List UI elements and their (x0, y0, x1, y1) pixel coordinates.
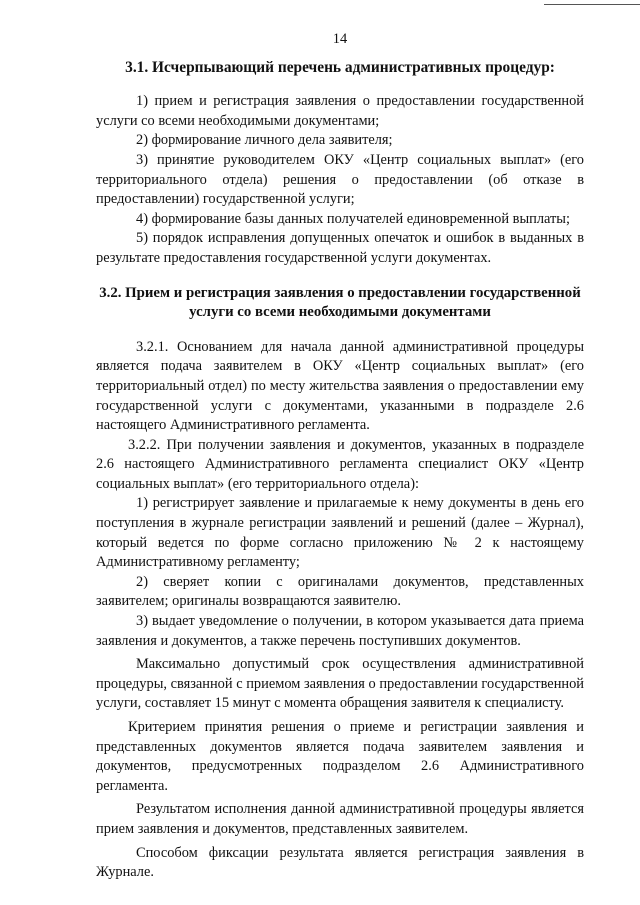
list-item: 2) сверяет копии с оригиналами документов, представленных заявителем; оригиналы возвращаются заявителю. (96, 573, 584, 610)
paragraph: Способом фиксации результата является регистрация заявления в Журнале. (96, 844, 584, 881)
section-heading-3-2: 3.2. Прием и регистрация заявления о предоставлении государственной услуги со всеми необходимыми документами (99, 284, 581, 321)
page-number: 14 (332, 31, 348, 47)
corner-line (544, 4, 640, 5)
list-item: 5) порядок исправления допущенных опечаток и ошибок в выданных в результате предоставления государственной услуги документах. (96, 230, 584, 266)
list-item: 4) формирование базы данных получателей единовременной выплаты; (136, 210, 570, 227)
paragraph: Критерием принятия решения о приеме и регистрации заявления и представленных документов является подача заявителем заявления и документов, предусмотренных подразделом 2.6 Административного регламента. (96, 719, 584, 794)
list-item: 1) регистрирует заявление и прилагаемые к нему документы в день его поступления в журнале регистрации заявлений и решений (далее – Журнал), который ведется по форме согласно приложению № 2 к настоящему Административному регламенту; (96, 495, 584, 571)
section-heading-3-1: 3.1. Исчерпывающий перечень административных процедур: (125, 58, 555, 76)
paragraph: 3.2.2. При получении заявления и документов, указанных в подразделе 2.6 настоящего Административного регламента специалист ОКУ «Центр социальных выплат» (его территориального отдела): (96, 436, 584, 492)
paragraph: Максимально допустимый срок осуществления административной процедуры, связанной с приемом заявления о предоставлении государственной услуги, составляет 15 минут с момента обращения заявителя к специалисту. (96, 656, 584, 712)
list-item: 2) формирование личного дела заявителя; (136, 132, 393, 149)
list-item: 3) принятие руководителем ОКУ «Центр социальных выплат» (его территориального отдела) решения о предоставлении (об отказе в предоставлении) государственной услуги; (96, 151, 584, 208)
paragraph: Результатом исполнения данной административной процедуры является прием заявления и документов, представленных заявителем. (96, 801, 584, 837)
paragraph: 3.2.1. Основанием для начала данной административной процедуры является подача заявителем в ОКУ «Центр социальных выплат» (его территориальный отдел) по месту жительства заявления о предоставлении ему государственной услуги с документами, указанными в подразделе 2.6 настоящего Административного регламента. (96, 338, 584, 434)
list-item: 3) выдает уведомление о получении, в котором указывается дата приема заявления и документов, а также перечень поступивших документов. (96, 613, 584, 649)
document-page (96, 30, 584, 883)
list-item: 1) прием и регистрация заявления о предоставлении государственной услуги со всеми необходимыми документами; (96, 93, 584, 129)
